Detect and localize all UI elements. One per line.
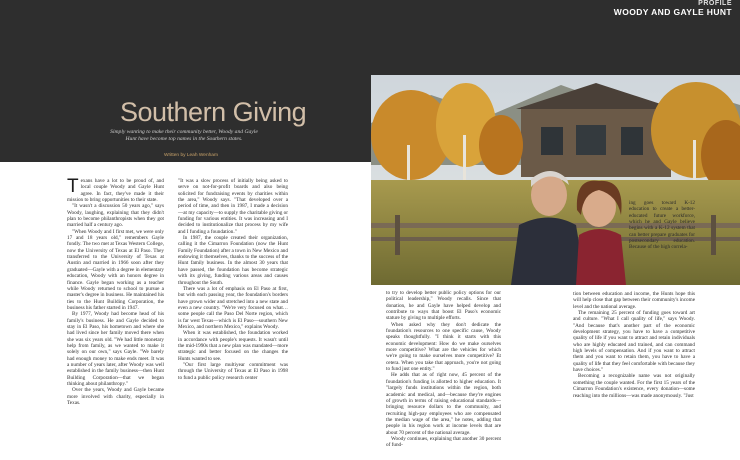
feature-photo — [371, 75, 740, 285]
paragraph: The remaining 25 percent of funding goes toward art and culture. "What I call quality of life," says Woody. "And because that's another part of the economic development strategy, you have to have a competitive quality of life if you want to attract and retain individuals who are highly educated and trained, and can command high levels of compensation. And if you want to attract them and you want to retain them, you have to have a quality of life that they feel comfortable with because they have choices." — [573, 310, 695, 374]
article-column-3 — [386, 290, 501, 449]
article-title: Southern Giving — [120, 97, 307, 127]
paragraph: In 1987, the couple created their organization, calling it the Cimarron Foundation (now the Hunt Family Foundation) after a town in New Mexico and endowing it themselves, thanks to the success of the Hunt family business. In the almost 30 years that have passed, the foundation has become strategic with its giving, funding various areas and causes throughout the South. — [178, 235, 288, 286]
section-kicker: PROFILE — [698, 0, 732, 7]
article-column-4-bottom — [573, 291, 695, 399]
paragraph: "When Woody and I first met, we were only 17 and 18 years old," remembers Gayle fondly. The two met at Texas Western College, now the University of Texas at El Paso. They transferred to the University of Texas at Austin and married in 1966 soon after they graduated—Gayle with a degree in elementary education, Woody with an honors degree in finance. Gayle began working as a teacher while Woody returned to school to pursue a master's degree in business. He maintained his ties to the Hunt Building Corporation, the business his father started in 1947. — [67, 228, 164, 311]
paragraph: He adds that as of right now, 45 percent of the foundation's funding is allotted to higher education. It "largely funds institutions within the region, both academic and medical, and—because they're engines of growth in terms of raising educational standards—bringing resource dollars to the community, and recruiting high-pay employees who are compensated the median wage of the area," he notes, adding that people in his region work at income levels that are about 70 percent of the national average. — [386, 372, 501, 436]
paragraph: When asked why they don't dedicate the foundation's resources to one specific cause, Woody speaks thoughtfully. "I think it starts with this economic development: How do we make ourselves more competitive? What are the vehicles for which we're going to make ourselves more competitive? Et cetera. When you take that approach, you're not going to fund just one entity." — [386, 321, 501, 373]
section-tag — [614, 0, 732, 16]
paragraph: exans have a lot to be proud of, and local couple Woody and Gayle Hunt agree. In fact, they've made it their mission to bring opportunities to their state. — [67, 178, 164, 204]
paragraph: to try to develop better public policy options for our political leadership," Woody recalls. Since that donation, he and Gayle have helped develop and contribute to ways that boost El Paso's economic stature by giving to multiple efforts. — [386, 290, 501, 322]
paragraph: Over the years, Woody and Gayle became more involved with charity, especially in Texas. — [67, 387, 164, 407]
paragraph: "It was a slow process of initially being asked to serve on not-for-profit boards and also being solicited for fundraising events by charities within the area," Woody says. "That developed over a period of time, and then in 1987, I made a decision—at my capacity—to supply the charitable giving or funding for various entities. It was increasing and I decided to institutionalize that process by my wife and I funding a foundation." — [178, 178, 288, 235]
paragraph: ing goes toward K-12 education to create a better-educated future workforce, which he and Gayle believe begins with a K-12 system that can better prepare graduates for postsecondary education. Because of the high correla- — [629, 200, 695, 251]
article-column-2 — [178, 178, 288, 381]
paragraph: "Our first large multiyear commitment was through the University of Texas at El Paso in 1998 to fund a public policy research center — [178, 361, 288, 381]
paragraph: There was a lot of emphasis on El Paso at first, but with each passing year, the foundation's borders have grown wider and stretched into a new state and even a new country. "We're very focused on what…some people call the Paso Del Norte region, which is far west Texas—which is El Paso—southern New Mexico, and northern Mexico," explains Woody. — [178, 285, 288, 330]
paragraph: Woody continues, explaining that another 30 percent of fund- — [386, 435, 501, 449]
paragraph: When it was established, the foundation worked in accordance with people's requests. It wasn't until the mid-1990s that a new plan was mandated—more strategic and better focused on the changes the Hunts wanted to see. — [178, 330, 288, 362]
article-column-1 — [67, 178, 164, 406]
section-names: WOODY AND GAYLE HUNT — [613, 7, 732, 17]
paragraph: tion between education and income, the Hunts hope this will help close that gap between their community's income level and the national average. — [573, 291, 695, 310]
paragraph: By 1977, Woody had become head of his family's business. He and Gayle decided to stay in El Paso, his hometown and where she had lived since her family moved there when she was six years old. "We had little monetary help from family, as we wanted to make it solely on our own," says Gayle. "We barely had enough money to make ends meet. It was a number of years later, after Woody was well established in the family business—then Hunt Building Corporation—that we began thinking about philanthropy." — [67, 311, 164, 387]
paragraph: "It wasn't a discussion 50 years ago," says Woody, laughing, explaining that they didn't plan to become philanthropists when they got married half a century ago. — [67, 203, 164, 229]
article-deck: Simply wanting to make their community better, Woody and Gayle Hunt have become top names in the Southern states. — [110, 129, 258, 142]
article-column-4-top — [629, 200, 695, 251]
article-byline: Written by Leah Wenham — [164, 153, 218, 158]
paragraph: Becoming a recognizable name was not originally something the couple wanted. For the first 15 years of the Cimarron Foundation's existence, every donation—some reaching into the millions—was made anonymously. "Just — [573, 373, 695, 399]
drop-cap: T — [67, 176, 79, 197]
